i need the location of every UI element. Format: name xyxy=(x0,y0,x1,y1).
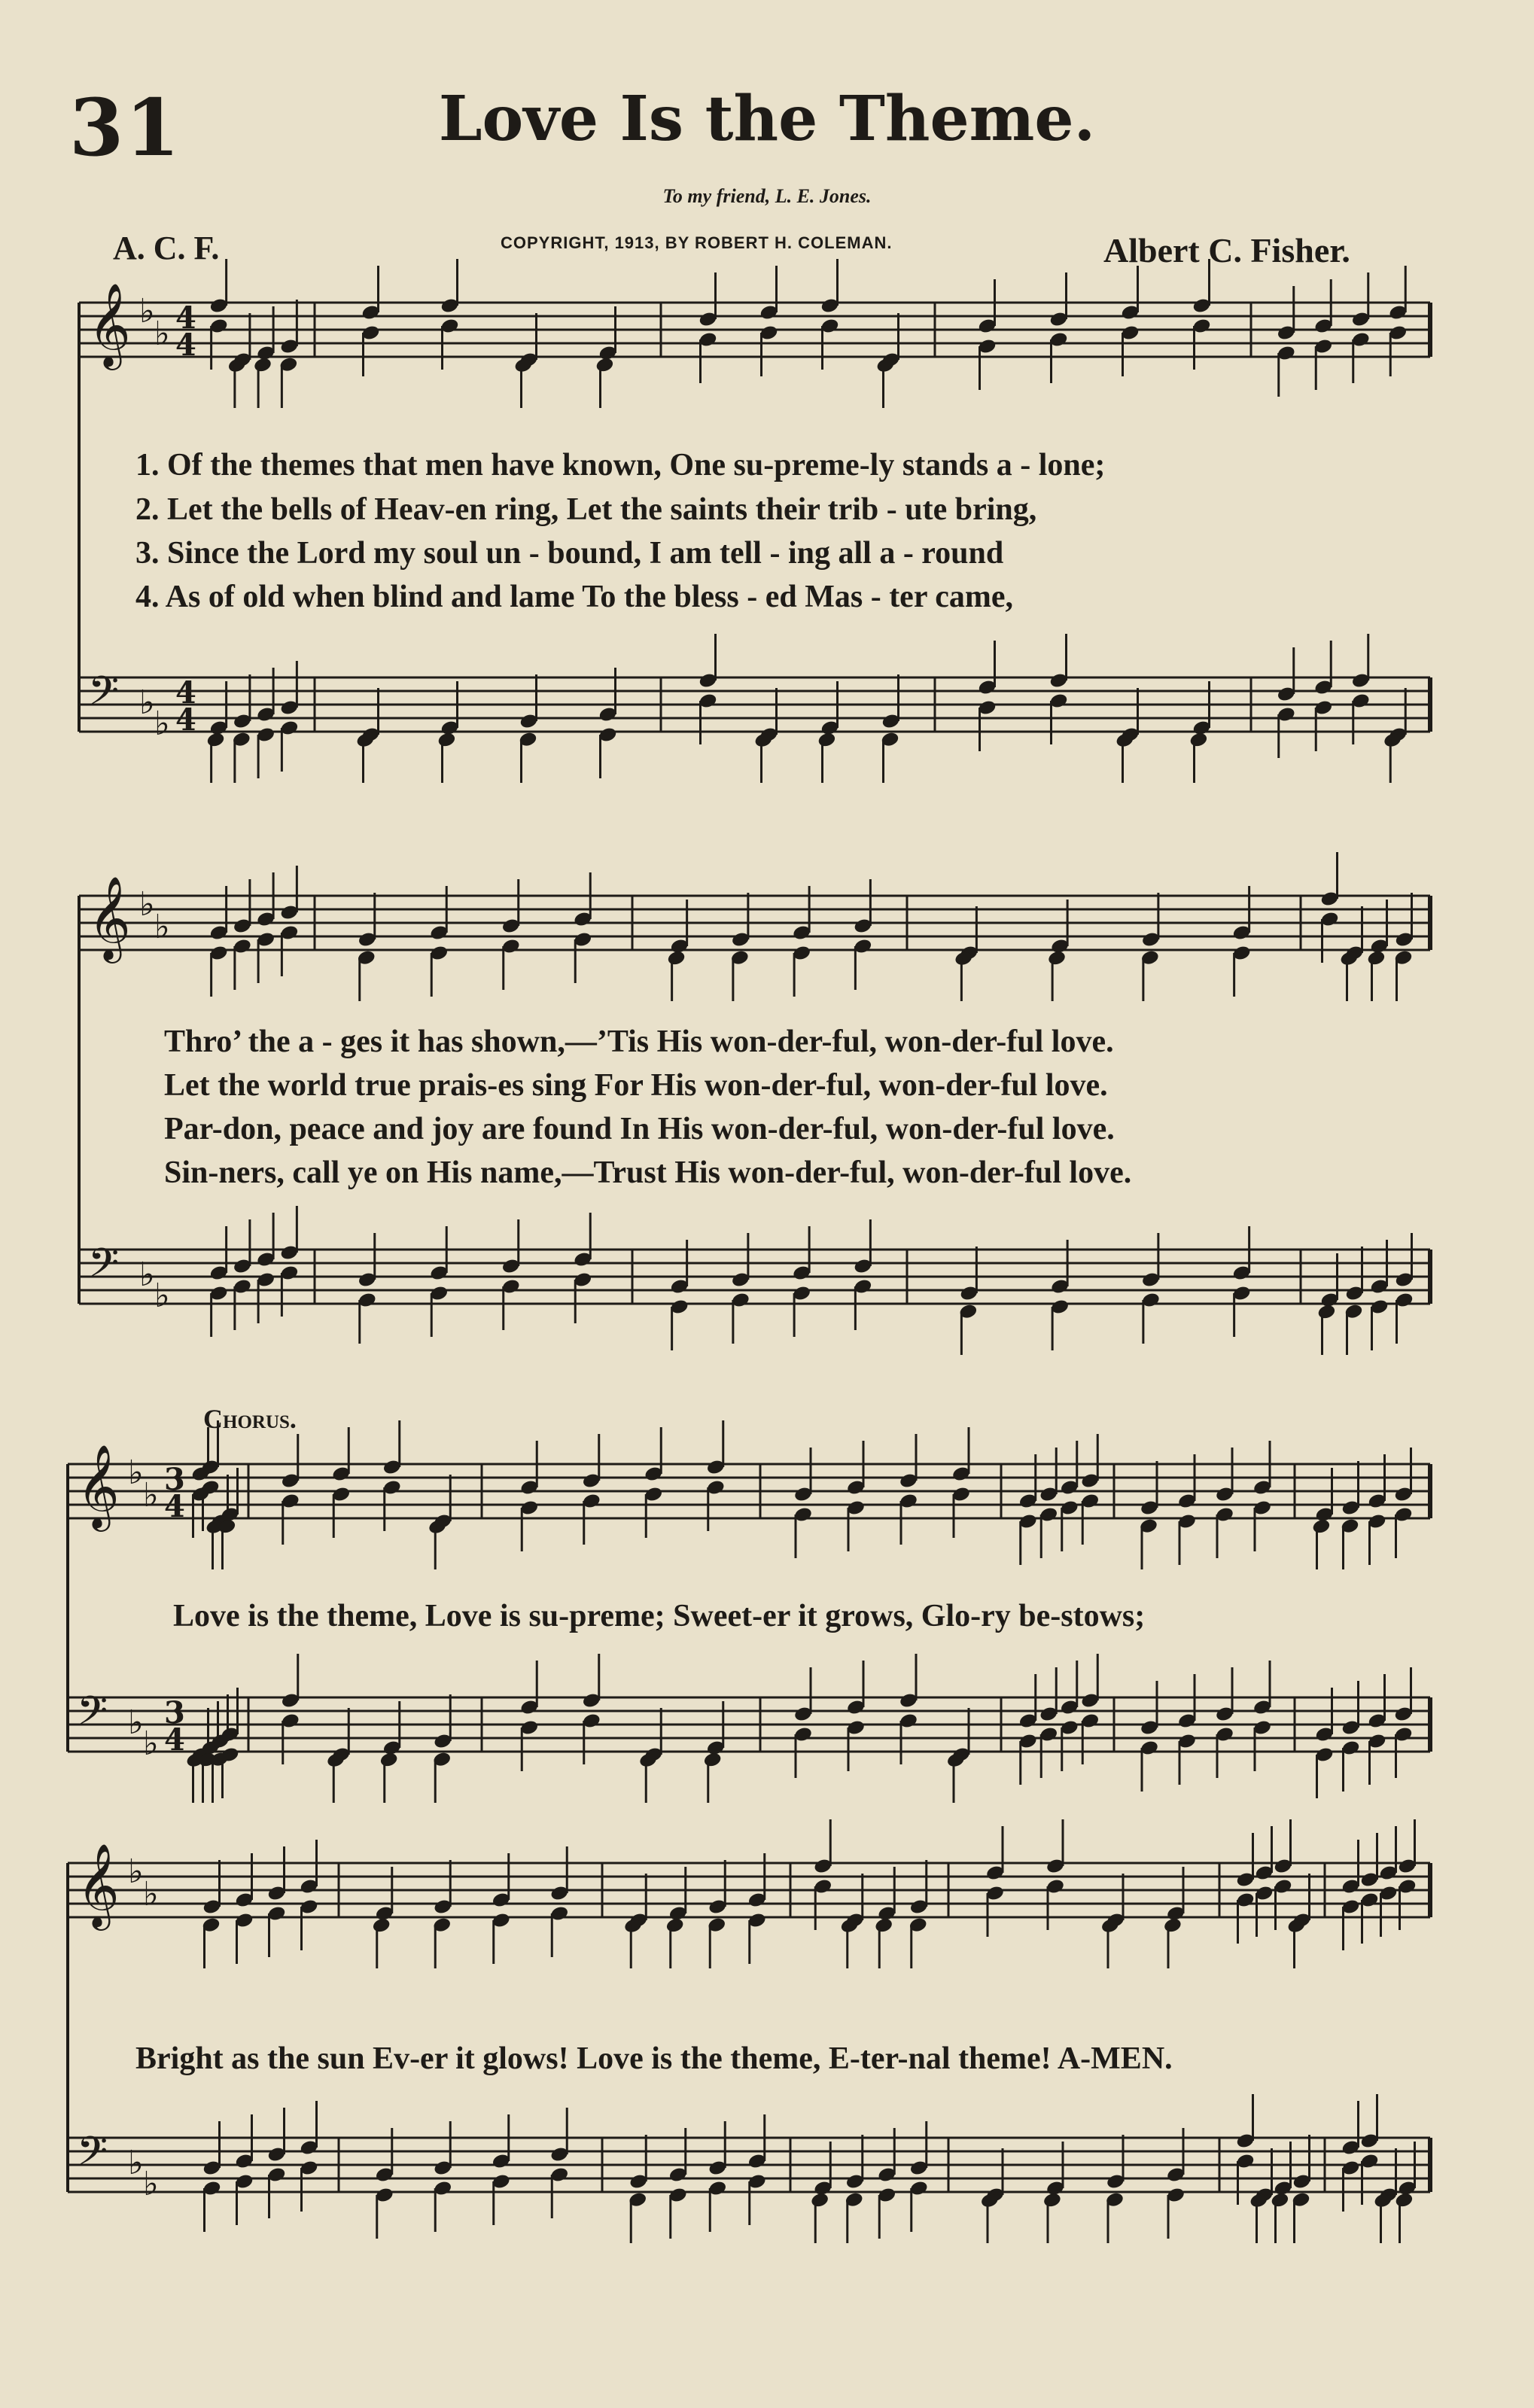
author-credit: Albert C. Fisher. xyxy=(1103,231,1350,269)
time-signature: 4 xyxy=(164,1722,185,1758)
chorus-line-2: Bright as the sun Ev-er it glows! Love is the theme, E-ter-nal theme! A-MEN. xyxy=(135,2041,1173,2076)
notehead xyxy=(665,1916,685,1934)
notehead xyxy=(1394,2191,1414,2209)
flat-sign: ♭ xyxy=(128,1454,144,1492)
notehead xyxy=(874,1916,893,1934)
bass-clef: 𝄢 xyxy=(77,1688,108,1744)
flat-sign: ♭ xyxy=(128,1852,144,1891)
notehead xyxy=(810,2191,829,2209)
verse-4-line-1: 4. As of old when blind and lame To the bless - ed Mas - ter came, xyxy=(135,580,1013,614)
flat-sign: ♭ xyxy=(143,1875,159,1913)
verse-3-line-1: 3. Since the Lord my soul un - bound, I am tell - ing all a - round xyxy=(135,536,1004,571)
notehead xyxy=(1311,1518,1331,1535)
chorus-line-1: Love is the theme, Love is su-preme; Sweet-er it grows, Glo-ry be-stows; xyxy=(173,1599,1146,1633)
treble-clef: 𝄞 xyxy=(77,1843,120,1927)
verse-1-line-2: Thro’ the a - ges it has shown,—’Tis His won-der-ful, won-der-ful love. xyxy=(164,1024,1114,1059)
flat-sign: ♭ xyxy=(143,1476,159,1515)
flat-sign: ♭ xyxy=(139,683,155,722)
flat-sign: ♭ xyxy=(139,885,155,924)
notehead xyxy=(437,731,456,748)
verse-3-line-2: Par-don, peace and joy are found In His won-der-ful, won-der-ful love. xyxy=(164,1112,1115,1146)
flat-sign: ♭ xyxy=(154,315,170,353)
notehead xyxy=(817,731,836,748)
flat-sign: ♭ xyxy=(128,1703,144,1742)
flat-sign: ♭ xyxy=(128,2144,144,2182)
tune-credit: A. C. F. xyxy=(113,230,220,266)
time-signature: 4 xyxy=(175,300,196,336)
time-signature: 4 xyxy=(175,675,196,711)
treble-clef: 𝄞 xyxy=(88,282,131,367)
time-signature: 3 xyxy=(164,1695,185,1731)
notehead xyxy=(1042,2191,1062,2209)
time-signature: 4 xyxy=(175,702,196,738)
verse-4-line-2: Sin-ners, call ye on His name,—Trust His won-der-ful, won-der-ful love. xyxy=(164,1155,1132,1190)
bass-clef: 𝄢 xyxy=(88,668,120,724)
notehead xyxy=(1047,949,1067,967)
notehead xyxy=(205,731,225,748)
flat-sign: ♭ xyxy=(154,1277,170,1315)
copyright-notice: COPYRIGHT, 1913, BY ROBERT H. COLEMAN. xyxy=(501,233,893,252)
notehead xyxy=(372,1916,391,1934)
dedication: To my friend, L. E. Jones. xyxy=(662,185,872,207)
notehead xyxy=(1366,949,1386,967)
verse-2-line-2: Let the world true prais-es sing For His won-der-ful, won-der-ful love. xyxy=(164,1068,1108,1103)
verse-2-line-1: 2. Let the bells of Heav-en ring, Let the saints their trib - ute bring, xyxy=(135,492,1037,527)
flat-sign: ♭ xyxy=(139,1256,155,1294)
notehead xyxy=(379,1751,399,1768)
notehead xyxy=(253,356,272,373)
hymn-number: 31 xyxy=(69,81,181,174)
notehead xyxy=(1189,731,1208,748)
flat-sign: ♭ xyxy=(143,2165,159,2203)
flat-sign: ♭ xyxy=(154,705,170,743)
notehead xyxy=(1270,2191,1289,2209)
notehead xyxy=(666,949,686,967)
chorus-label: Chorus. xyxy=(203,1404,297,1434)
time-signature: 4 xyxy=(164,1489,185,1524)
notehead xyxy=(703,1751,723,1768)
notehead xyxy=(1163,1916,1182,1934)
verse-1-line-1: 1. Of the themes that men have known, One su-preme-ly stands a - lone; xyxy=(135,448,1106,483)
bass-clef: 𝄢 xyxy=(77,2129,108,2184)
flat-sign: ♭ xyxy=(139,292,155,330)
bass-clef: 𝄢 xyxy=(88,1241,120,1296)
treble-clef: 𝄞 xyxy=(88,875,131,960)
hymn-title: Love Is the Theme. xyxy=(438,83,1096,155)
notehead xyxy=(1316,1303,1336,1320)
notehead xyxy=(595,356,614,373)
treble-clef: 𝄞 xyxy=(77,1444,120,1528)
flat-sign: ♭ xyxy=(143,1725,159,1763)
flat-sign: ♭ xyxy=(154,908,170,946)
time-signature: 4 xyxy=(175,327,196,363)
time-signature: 3 xyxy=(164,1462,185,1497)
